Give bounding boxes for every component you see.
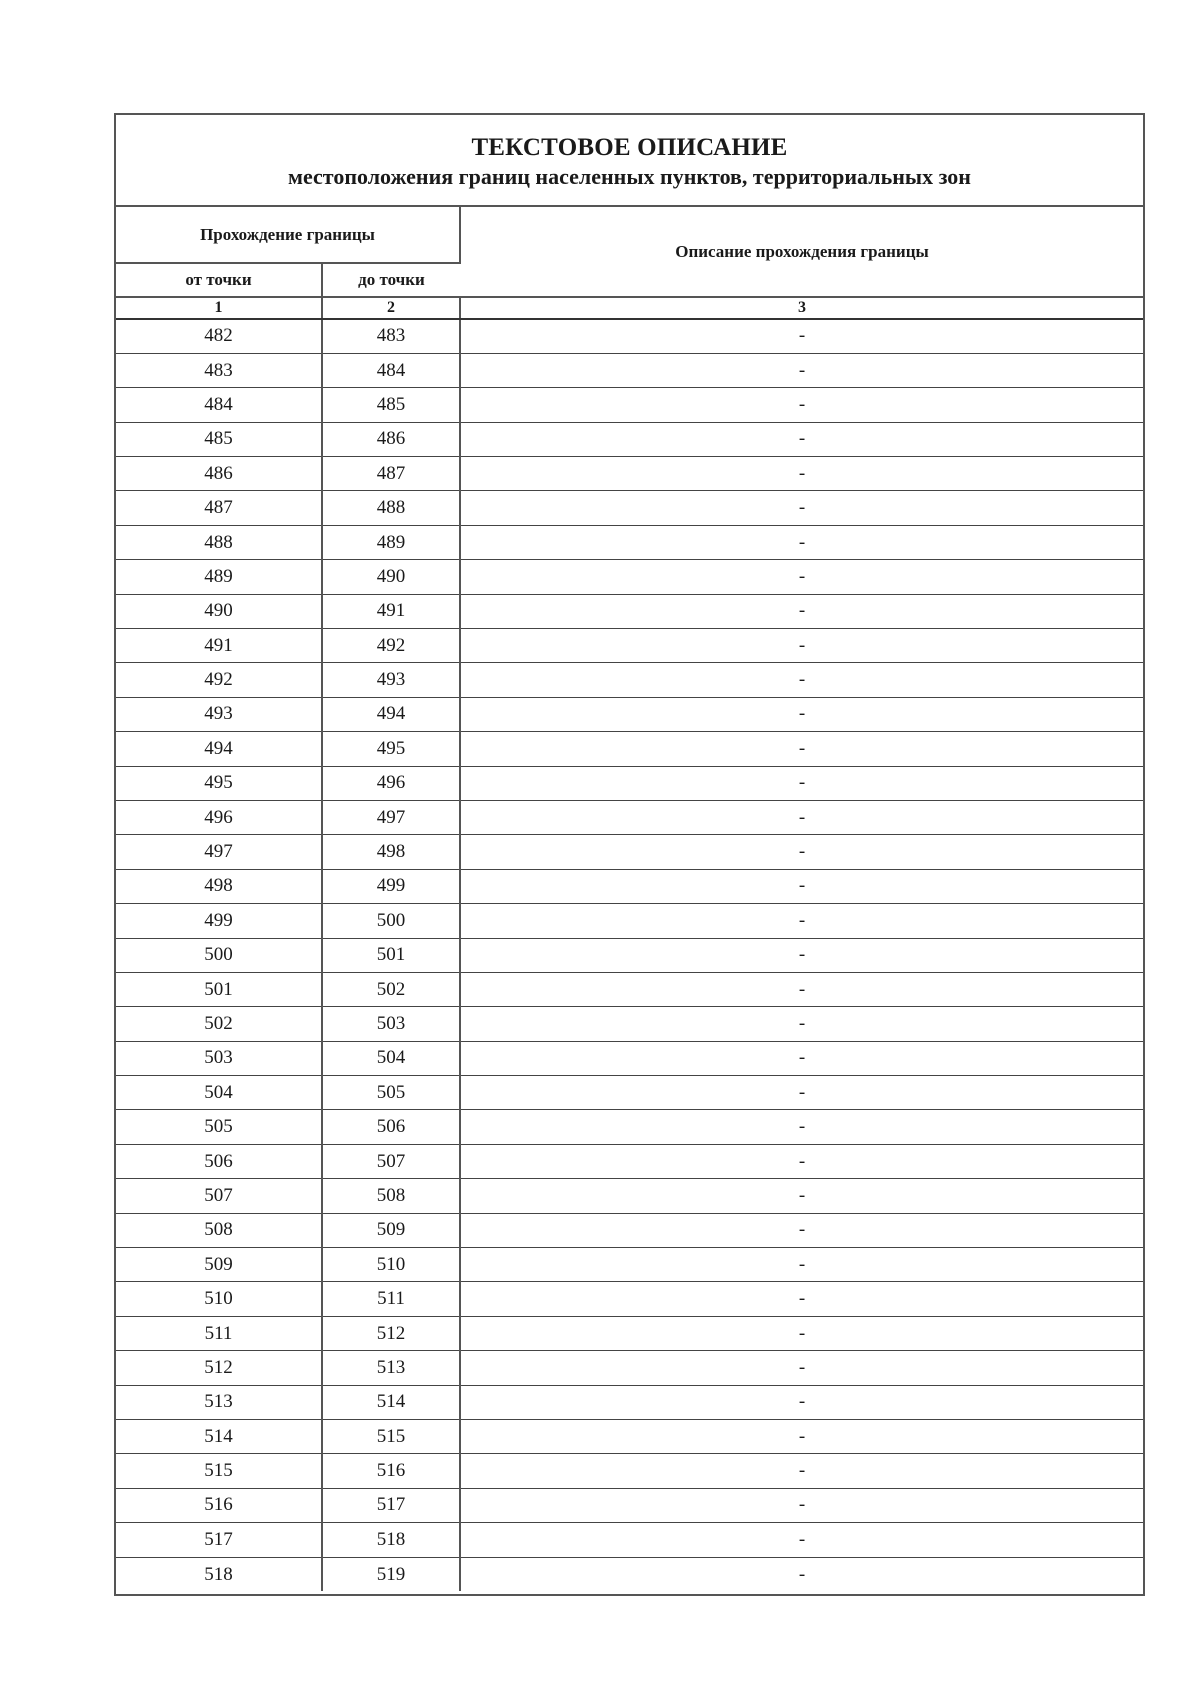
document-frame (114, 113, 1145, 1596)
table-row (116, 594, 1143, 628)
column-number-3: 3 (460, 297, 1143, 319)
from-point-cell: 482 (116, 319, 322, 353)
table-row (116, 1420, 1143, 1454)
description-cell: - (460, 1144, 1143, 1178)
table-row (116, 1213, 1143, 1247)
description-cell: - (460, 1076, 1143, 1110)
table-row (116, 388, 1143, 422)
description-cell: - (460, 1007, 1143, 1041)
description-cell: - (460, 594, 1143, 628)
to-point-cell: 485 (322, 388, 460, 422)
table-row (116, 1385, 1143, 1419)
to-point-cell: 486 (322, 422, 460, 456)
table-row (116, 1007, 1143, 1041)
to-point-cell: 492 (322, 629, 460, 663)
from-point-cell: 497 (116, 835, 322, 869)
title-block (116, 115, 1143, 207)
from-point-cell: 489 (116, 560, 322, 594)
from-point-cell: 514 (116, 1420, 322, 1454)
description-cell: - (460, 457, 1143, 491)
table-row (116, 319, 1143, 353)
from-point-cell: 496 (116, 800, 322, 834)
to-point-cell: 519 (322, 1557, 460, 1591)
to-point-cell: 500 (322, 904, 460, 938)
description-cell: - (460, 1248, 1143, 1282)
table-row (116, 1041, 1143, 1075)
to-point-cell: 487 (322, 457, 460, 491)
table-row (116, 1488, 1143, 1522)
description-cell: - (460, 1041, 1143, 1075)
from-point-cell: 512 (116, 1351, 322, 1385)
to-point-cell: 505 (322, 1076, 460, 1110)
description-cell: - (460, 732, 1143, 766)
from-point-cell: 490 (116, 594, 322, 628)
to-point-cell: 509 (322, 1213, 460, 1247)
table-row (116, 938, 1143, 972)
to-point-cell: 489 (322, 525, 460, 559)
table-row (116, 560, 1143, 594)
table-row (116, 1248, 1143, 1282)
description-cell: - (460, 972, 1143, 1006)
table-row (116, 1110, 1143, 1144)
description-cell: - (460, 319, 1143, 353)
description-cell: - (460, 869, 1143, 903)
description-cell: - (460, 1454, 1143, 1488)
table-row (116, 1144, 1143, 1178)
description-cell: - (460, 835, 1143, 869)
from-point-cell: 499 (116, 904, 322, 938)
to-point-cell: 495 (322, 732, 460, 766)
description-cell: - (460, 629, 1143, 663)
from-point-cell: 492 (116, 663, 322, 697)
description-cell: - (460, 1523, 1143, 1557)
table-row (116, 1179, 1143, 1213)
table-row (116, 1282, 1143, 1316)
from-point-cell: 494 (116, 732, 322, 766)
to-point-cell: 490 (322, 560, 460, 594)
to-point-cell: 483 (322, 319, 460, 353)
table-row (116, 457, 1143, 491)
from-point-cell: 485 (116, 422, 322, 456)
from-point-cell: 491 (116, 629, 322, 663)
boundary-table (116, 207, 1143, 1591)
to-point-cell: 501 (322, 938, 460, 972)
from-point-cell: 516 (116, 1488, 322, 1522)
table-row (116, 800, 1143, 834)
table-header-row (116, 207, 1143, 263)
table-row (116, 1316, 1143, 1350)
from-point-cell: 484 (116, 388, 322, 422)
document-subtitle: местоположения границ населенных пунктов, территориальных зон (288, 164, 971, 189)
description-cell: - (460, 766, 1143, 800)
from-point-cell: 513 (116, 1385, 322, 1419)
description-cell: - (460, 491, 1143, 525)
table-row (116, 835, 1143, 869)
table-row (116, 353, 1143, 387)
description-cell: - (460, 904, 1143, 938)
to-header: до точки (322, 263, 460, 297)
description-cell: - (460, 1420, 1143, 1454)
description-cell: - (460, 1179, 1143, 1213)
to-point-cell: 507 (322, 1144, 460, 1178)
table-row (116, 972, 1143, 1006)
table-row (116, 491, 1143, 525)
description-header: Описание прохождения границы (460, 207, 1143, 297)
to-point-cell: 506 (322, 1110, 460, 1144)
document-title: ТЕКСТОВОЕ ОПИСАНИЕ (471, 134, 788, 161)
group-header: Прохождение границы (116, 207, 460, 263)
description-cell: - (460, 388, 1143, 422)
from-point-cell: 486 (116, 457, 322, 491)
from-point-cell: 504 (116, 1076, 322, 1110)
column-number-2: 2 (322, 297, 460, 319)
table-row (116, 732, 1143, 766)
from-point-cell: 511 (116, 1316, 322, 1350)
description-cell: - (460, 1351, 1143, 1385)
description-cell: - (460, 422, 1143, 456)
from-point-cell: 515 (116, 1454, 322, 1488)
to-point-cell: 499 (322, 869, 460, 903)
table-row (116, 904, 1143, 938)
description-cell: - (460, 663, 1143, 697)
from-point-cell: 483 (116, 353, 322, 387)
from-point-cell: 500 (116, 938, 322, 972)
to-point-cell: 494 (322, 697, 460, 731)
table-row (116, 869, 1143, 903)
from-point-cell: 510 (116, 1282, 322, 1316)
from-point-cell: 495 (116, 766, 322, 800)
table-row (116, 1454, 1143, 1488)
table-row (116, 1076, 1143, 1110)
from-point-cell: 498 (116, 869, 322, 903)
from-point-cell: 505 (116, 1110, 322, 1144)
description-cell: - (460, 1213, 1143, 1247)
description-cell: - (460, 525, 1143, 559)
from-point-cell: 509 (116, 1248, 322, 1282)
description-cell: - (460, 938, 1143, 972)
description-cell: - (460, 1110, 1143, 1144)
description-cell: - (460, 1488, 1143, 1522)
column-number-1: 1 (116, 297, 322, 319)
description-cell: - (460, 800, 1143, 834)
from-point-cell: 503 (116, 1041, 322, 1075)
to-point-cell: 504 (322, 1041, 460, 1075)
to-point-cell: 496 (322, 766, 460, 800)
from-point-cell: 487 (116, 491, 322, 525)
table-row (116, 422, 1143, 456)
description-cell: - (798, 1563, 806, 1585)
to-point-cell: 513 (322, 1351, 460, 1385)
table-row (116, 1557, 1143, 1591)
to-point-cell: 488 (322, 491, 460, 525)
to-point-cell: 510 (322, 1248, 460, 1282)
to-point-cell: 517 (322, 1488, 460, 1522)
description-cell: - (460, 1282, 1143, 1316)
to-point-cell: 512 (322, 1316, 460, 1350)
from-point-cell: 506 (116, 1144, 322, 1178)
from-point-cell: 517 (116, 1523, 322, 1557)
from-header: от точки (116, 263, 322, 297)
column-number-row (116, 297, 1143, 319)
to-point-cell: 508 (322, 1179, 460, 1213)
from-point-cell: 507 (116, 1179, 322, 1213)
to-point-cell: 484 (322, 353, 460, 387)
from-point-cell: 508 (116, 1213, 322, 1247)
table-row (116, 1523, 1143, 1557)
from-point-cell: 493 (116, 697, 322, 731)
description-cell: - (460, 353, 1143, 387)
to-point-cell: 514 (322, 1385, 460, 1419)
to-point-cell: 516 (322, 1454, 460, 1488)
table-row (116, 1351, 1143, 1385)
table-row (116, 697, 1143, 731)
table-row (116, 629, 1143, 663)
from-point-cell: 501 (116, 972, 322, 1006)
from-point-cell: 518 (116, 1557, 322, 1591)
to-point-cell: 493 (322, 663, 460, 697)
to-point-cell: 515 (322, 1420, 460, 1454)
from-point-cell: 488 (116, 525, 322, 559)
to-point-cell: 518 (322, 1523, 460, 1557)
description-cell: - (460, 1316, 1143, 1350)
to-point-cell: 497 (322, 800, 460, 834)
description-cell: - (460, 697, 1143, 731)
description-cell: - (460, 1385, 1143, 1419)
to-point-cell: 511 (322, 1282, 460, 1316)
to-point-cell: 502 (322, 972, 460, 1006)
table-row (116, 663, 1143, 697)
to-point-cell: 491 (322, 594, 460, 628)
description-cell: - (460, 560, 1143, 594)
to-point-cell: 498 (322, 835, 460, 869)
to-point-cell: 503 (322, 1007, 460, 1041)
from-point-cell: 502 (116, 1007, 322, 1041)
table-row (116, 766, 1143, 800)
table-row (116, 525, 1143, 559)
